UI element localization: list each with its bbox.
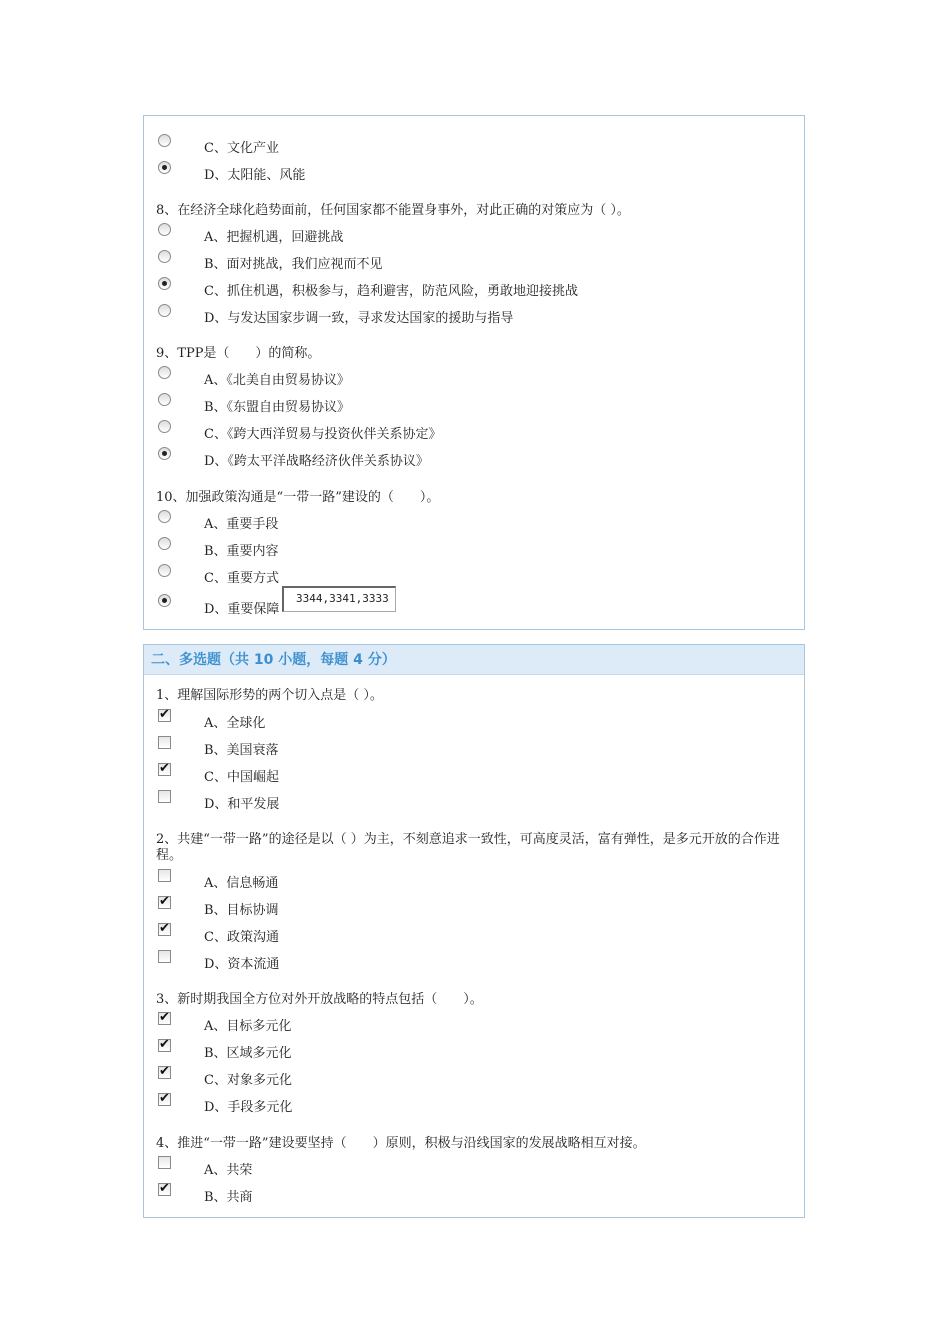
m3-option-b-checkbox[interactable] (158, 1039, 171, 1052)
q7-option-c-radio[interactable] (158, 134, 171, 147)
q10-option-d-label: D、重要保障 (204, 602, 280, 617)
m2-option-c-label: C、政策沟通 (204, 930, 279, 945)
q8-option-c-radio[interactable] (158, 277, 171, 290)
q10-option-b-radio[interactable] (158, 537, 171, 550)
q8-option-b-label: B、面对挑战，我们应视而不见 (204, 257, 383, 272)
multi-choice-panel (143, 644, 805, 1218)
m1-option-b-label: B、美国衰落 (204, 743, 279, 758)
m3-option-a-checkbox[interactable] (158, 1012, 171, 1025)
q10-option-d-radio[interactable] (158, 594, 171, 607)
q9-option-d-radio[interactable] (158, 447, 171, 460)
single-choice-panel (143, 115, 805, 630)
m2-option-d-checkbox[interactable] (158, 950, 171, 963)
m3-option-d-checkbox[interactable] (158, 1093, 171, 1106)
m3-option-c-checkbox[interactable] (158, 1066, 171, 1079)
m1-option-c-label: C、中国崛起 (204, 770, 279, 785)
q9-option-c-radio[interactable] (158, 420, 171, 433)
hover-tooltip: 3344,3341,3333 (282, 586, 396, 612)
q8-question: 8、在经济全球化趋势面前，任何国家都不能置身事外，对此正确的对策应为（ ）。 (156, 203, 630, 218)
m1-option-b-checkbox[interactable] (158, 736, 171, 749)
q9-option-a-label: A、《北美自由贸易协议》 (204, 373, 350, 388)
q9-option-b-radio[interactable] (158, 393, 171, 406)
q10-option-b-label: B、重要内容 (204, 544, 279, 559)
q8-option-b-radio[interactable] (158, 250, 171, 263)
q9-option-b-label: B、《东盟自由贸易协议》 (204, 400, 351, 415)
m2-option-c-checkbox[interactable] (158, 923, 171, 936)
q9-question: 9、TPP是（ ）的简称。 (156, 346, 321, 361)
q8-option-a-radio[interactable] (158, 223, 171, 236)
m1-option-a-checkbox[interactable] (158, 709, 171, 722)
m2-question: 2、共建“一带一路”的途径是以（ ）为主，不刻意追求一致性，可高度灵活，富有弹性，是多元开放的合作进程。 (156, 832, 780, 863)
m3-option-c-label: C、对象多元化 (204, 1073, 292, 1088)
m4-option-a-label: A、共荣 (204, 1163, 253, 1178)
m1-question: 1、理解国际形势的两个切入点是（ ）。 (156, 688, 383, 703)
m3-option-b-label: B、区域多元化 (204, 1046, 292, 1061)
q8-option-d-radio[interactable] (158, 304, 171, 317)
section-header: 二、多选题（共 10 小题，每题 4 分） (144, 645, 804, 675)
m1-option-d-checkbox[interactable] (158, 790, 171, 803)
m4-option-a-checkbox[interactable] (158, 1156, 171, 1169)
q10-option-c-radio[interactable] (158, 564, 171, 577)
q10-question: 10、加强政策沟通是“一带一路”建设的（ ）。 (156, 490, 440, 505)
q7-option-c-label: C、文化产业 (204, 141, 279, 156)
m2-option-a-label: A、信息畅通 (204, 876, 279, 891)
q10-option-a-radio[interactable] (158, 510, 171, 523)
q7-option-d-label: D、太阳能、风能 (204, 168, 306, 183)
m2-option-a-checkbox[interactable] (158, 869, 171, 882)
m3-question: 3、新时期我国全方位对外开放战略的特点包括（ ）。 (156, 992, 483, 1007)
q9-option-c-label: C、《跨大西洋贸易与投资伙伴关系协定》 (204, 427, 442, 442)
m3-option-d-label: D、手段多元化 (204, 1100, 293, 1115)
q9-option-d-label: D、《跨太平洋战略经济伙伴关系协议》 (204, 454, 429, 469)
m4-option-b-label: B、共商 (204, 1190, 253, 1205)
q8-option-d-label: D、与发达国家步调一致，寻求发达国家的援助与指导 (204, 311, 514, 326)
m4-question: 4、推进“一带一路”建设要坚持（ ）原则，积极与沿线国家的发展战略相互对接。 (156, 1136, 646, 1151)
q7-option-d-radio[interactable] (158, 161, 171, 174)
m4-option-b-checkbox[interactable] (158, 1183, 171, 1196)
m1-option-a-label: A、全球化 (204, 716, 266, 731)
q9-option-a-radio[interactable] (158, 366, 171, 379)
m1-option-d-label: D、和平发展 (204, 797, 280, 812)
q10-option-c-label: C、重要方式 (204, 571, 279, 586)
q10-option-a-label: A、重要手段 (204, 517, 279, 532)
m3-option-a-label: A、目标多元化 (204, 1019, 292, 1034)
q8-option-c-label: C、抓住机遇，积极参与，趋利避害，防范风险，勇敢地迎接挑战 (204, 284, 578, 299)
m1-option-c-checkbox[interactable] (158, 763, 171, 776)
q8-option-a-label: A、把握机遇，回避挑战 (204, 230, 344, 245)
m2-option-b-label: B、目标协调 (204, 903, 279, 918)
m2-option-b-checkbox[interactable] (158, 896, 171, 909)
m2-option-d-label: D、资本流通 (204, 957, 280, 972)
